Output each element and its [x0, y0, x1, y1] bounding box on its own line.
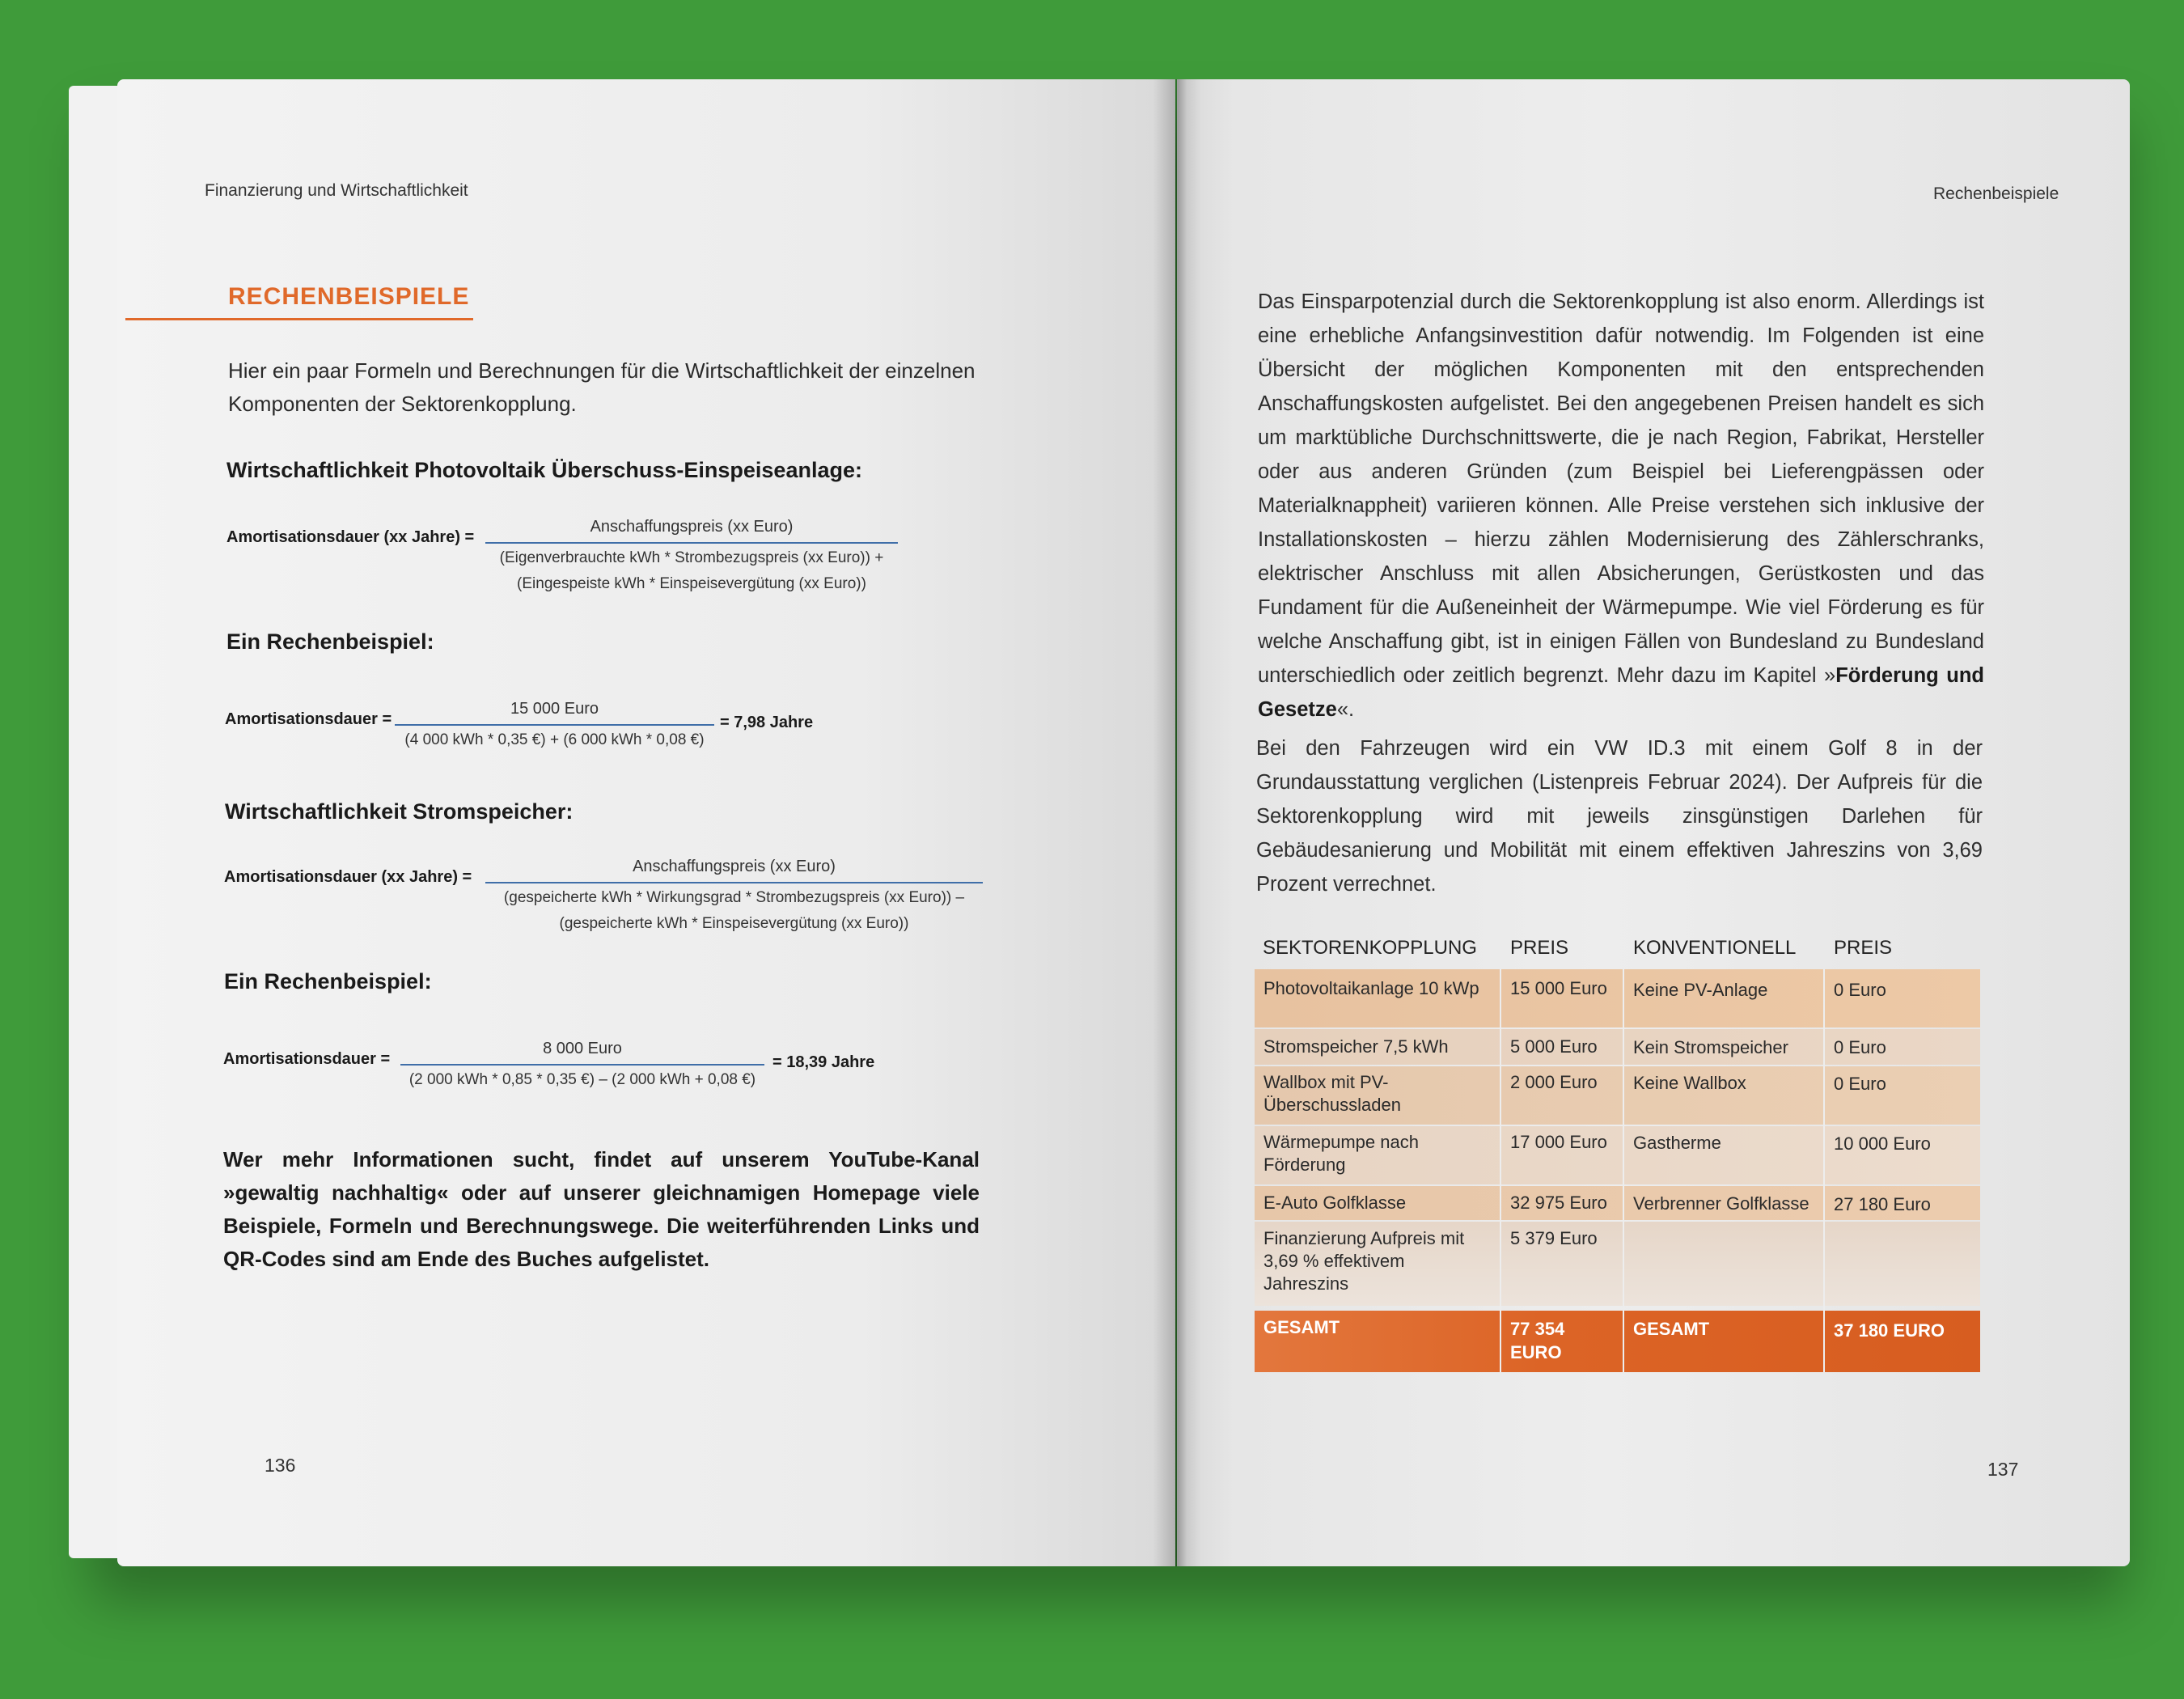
paragraph-1-main: Das Einsparpotenzial durch die Sektorenkopplung ist also enorm. Allerdings ist eine erhebliche Anfangsinvestition dafür notwendig. Im Folgenden ist eine Übersicht der möglichen Komponenten mit den entsprechenden Anschaffungskosten aufgelistet. Bei den angegebenen Preisen handelt es sich um marktübliche Durchschnittswerte, die je nach Region, Fabrikat, Hersteller oder aus anderen Gründen (zum Beispiel bei Lieferengpässen oder Materialknappheit) variieren können. Alle Preise verstehen sich inklusive der Installationskosten – hierzu zählen Modernisierung des Zählerschranks, elektrischer Anschluss mit allen Absicherungen, Gerüstkosten und das Fundament für die Außeneinheit der Wärmepumpe. Wie viel Förderung es für welche Anschaffung gibt, ist in einigen Fällen von Bundesland zu Bundesland unterschiedlich oder zeitlich begrenzt. Mehr dazu im Kapitel » — [1258, 290, 1984, 687]
example-pv-result: = 7,98 Jahre — [720, 714, 814, 731]
formula-storage-fraction-bar — [485, 882, 983, 883]
example-pv-numerator: 15 000 Euro — [510, 700, 599, 718]
formula-storage-numerator: Anschaffungspreis (xx Euro) — [633, 858, 836, 875]
row-1-konventionell: Keine PV-Anlage — [1633, 980, 1768, 1000]
row-4-preis-konv: 10 000 Euro — [1834, 1133, 1931, 1154]
column-divider — [1623, 969, 1624, 1372]
formula-storage-denominator-1: (gespeicherte kWh * Wirkungsgrad * Strombezugspreis (xx Euro)) – — [503, 889, 965, 906]
formula-pv-denominator-1: (Eigenverbrauchte kWh * Strombezugspreis (xx Euro)) + — [499, 549, 884, 566]
formula-storage-denominator-2: (gespeicherte kWh * Einspeisevergütung (xx Euro)) — [559, 915, 909, 932]
formula-pv-fraction-bar — [485, 542, 898, 544]
closing-paragraph: Wer mehr Informationen sucht, findet auf unserem YouTube-Kanal »gewaltig nachhaltig« oder auf unserer gleichnamigen Homepage viele Beispiele, Formeln und Berechnungswege. Die weiterführenden Links und QR-Codes sind am Ende des Buches aufgelistet. — [223, 1147, 980, 1271]
example-storage-fraction-bar — [400, 1064, 764, 1066]
column-divider — [1823, 969, 1825, 1372]
page-number-right: 137 — [1987, 1459, 2019, 1480]
row-5-sektorenkopplung: E-Auto Golfklasse — [1263, 1193, 1407, 1213]
book-gutter — [1153, 79, 1201, 1566]
row-4-preis: 17 000 Euro — [1510, 1132, 1607, 1152]
cost-table — [1255, 937, 1983, 1455]
example-storage-numerator: 8 000 Euro — [543, 1040, 622, 1057]
table-header-preis-1: PREIS — [1510, 937, 1569, 959]
right-page — [1177, 79, 2130, 1566]
subheading-pv: Wirtschaftlichkeit Photovoltaik Überschuss-Einspeiseanlage: — [226, 458, 862, 482]
row-6-preis: 5 379 Euro — [1510, 1228, 1598, 1248]
row-1-preis: 15 000 Euro — [1510, 978, 1607, 998]
formula-pv-label: Amortisationsdauer (xx Jahre) = — [226, 528, 475, 546]
chapter-reference: Förderung und Gesetze — [1258, 664, 1984, 721]
left-page — [117, 79, 1175, 1566]
total-konventionell: 37 180 EURO — [1834, 1320, 1945, 1341]
total-sektorenkopplung: 77 354 EURO — [1510, 1319, 1565, 1362]
row-2-preis: 5 000 Euro — [1510, 1036, 1598, 1057]
table-header-preis-2: PREIS — [1834, 937, 1893, 959]
formula-storage-label: Amortisationsdauer (xx Jahre) = — [224, 868, 472, 886]
example-pv-denominator: (4 000 kWh * 0,35 €) + (6 000 kWh * 0,08 €) — [404, 731, 705, 748]
row-4-sektorenkopplung: Wärmepumpe nach Förderung — [1263, 1132, 1419, 1175]
intro-paragraph: Hier ein paar Formeln und Berechnungen für die Wirtschaftlichkeit der einzelnen Komponenten der Sektorenkopplung. — [228, 358, 976, 416]
table-header-sektorenkopplung: SEKTORENKOPPLUNG — [1263, 937, 1477, 959]
row-5-preis: 32 975 Euro — [1510, 1193, 1607, 1213]
total-label-right: GESAMT — [1633, 1319, 1710, 1339]
open-book — [69, 79, 2106, 1566]
paragraph-2: Bei den Fahrzeugen wird ein VW ID.3 mit einem Golf 8 in der Grundausstattung verglichen (Listenpreis Februar 2024). Der Aufpreis für die Sektorenkopplung wird mit jeweils zinsgünstigen Darlehen für Gebäudesanierung und Mobilität mit einem effektiven Jahreszins von 3,69 Prozent verrechnet. — [1256, 737, 1983, 896]
row-3-preis-konv: 0 Euro — [1834, 1074, 1886, 1094]
row-6-sektorenkopplung: Finanzierung Aufpreis mit 3,69 % effektivem Jahreszins — [1263, 1228, 1465, 1294]
example-storage-result: = 18,39 Jahre — [772, 1053, 875, 1071]
paragraph-1 — [1258, 285, 1984, 727]
row-3-sektorenkopplung: Wallbox mit PV-Überschussladen — [1263, 1072, 1401, 1115]
example-storage-label: Amortisationsdauer = — [223, 1050, 391, 1068]
example-pv-label: Amortisationsdauer = — [225, 710, 392, 728]
section-title-rule — [125, 318, 473, 320]
total-label-left: GESAMT — [1263, 1317, 1340, 1337]
subheading-storage: Wirtschaftlichkeit Stromspeicher: — [225, 799, 574, 824]
paragraph-1-end: «. — [1336, 698, 1355, 721]
row-3-preis: 2 000 Euro — [1510, 1072, 1598, 1092]
row-2-konventionell: Kein Stromspeicher — [1633, 1037, 1788, 1057]
row-1-sektorenkopplung: Photovoltaikanlage 10 kWp — [1263, 978, 1479, 998]
column-divider — [1500, 969, 1501, 1372]
row-1-preis-konv: 0 Euro — [1834, 980, 1886, 1000]
example-1-title: Ein Rechenbeispiel: — [226, 629, 434, 654]
row-4-konventionell: Gastherme — [1633, 1133, 1721, 1153]
row-5-preis-konv: 27 180 Euro — [1834, 1194, 1931, 1214]
row-2-sektorenkopplung: Stromspeicher 7,5 kWh — [1263, 1036, 1449, 1057]
section-title: RECHENBEISPIELE — [228, 283, 470, 310]
page-number-left: 136 — [265, 1455, 296, 1476]
row-3-konventionell: Keine Wallbox — [1633, 1073, 1746, 1093]
running-head-right: Rechenbeispiele — [1933, 184, 2059, 203]
example-2-title: Ein Rechenbeispiel: — [224, 969, 432, 994]
example-storage-denominator: (2 000 kWh * 0,85 * 0,35 €) – (2 000 kWh + 0,08 €) — [408, 1071, 756, 1088]
table-header-konventionell: KONVENTIONELL — [1633, 937, 1797, 959]
row-2-preis-konv: 0 Euro — [1834, 1037, 1886, 1057]
example-pv-fraction-bar — [395, 724, 714, 726]
formula-pv-numerator: Anschaffungspreis (xx Euro) — [590, 518, 794, 536]
row-5-konventionell: Verbrenner Golfklasse — [1633, 1193, 1809, 1214]
running-head-left: Finanzierung und Wirtschaftlichkeit — [205, 181, 468, 200]
formula-pv-denominator-2: (Eingespeiste kWh * Einspeisevergütung (xx Euro)) — [517, 575, 866, 592]
